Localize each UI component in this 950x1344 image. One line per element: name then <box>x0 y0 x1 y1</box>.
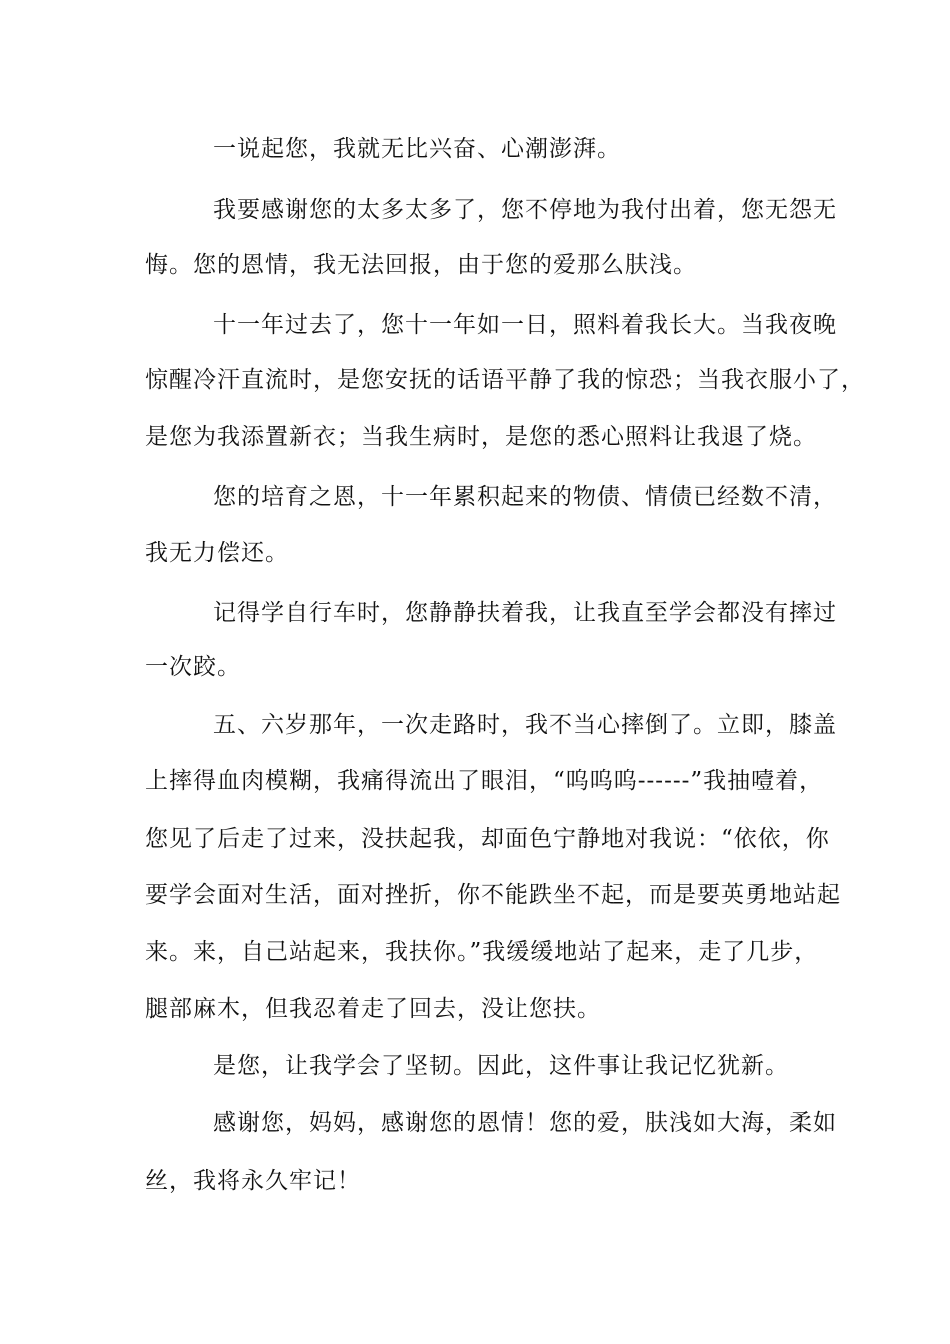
paragraph-6-line-3: 您见了后走了过来，没扶起我，却面色宁静地对我说：“依依，你 <box>145 826 830 852</box>
paragraph-4-line-2: 我无力偿还。 <box>145 540 289 566</box>
paragraph-8-line-1: 感谢您，妈妈，感谢您的恩情！您的爱，肤浅如大海，柔如 <box>213 1110 837 1136</box>
paragraph-8-line-2: 丝，我将永久牢记！ <box>145 1168 361 1194</box>
paragraph-2-line-1: 我要感谢您的太多太多了，您不停地为我付出着，您无怨无 <box>213 197 837 223</box>
paragraph-4-line-1: 您的培育之恩，十一年累积起来的物债、情债已经数不清， <box>213 484 837 510</box>
paragraph-7-line-1: 是您，让我学会了坚韧。因此，这件事让我记忆犹新。 <box>213 1053 789 1079</box>
paragraph-1-line-1: 一说起您，我就无比兴奋、心潮澎湃。 <box>213 136 621 162</box>
paragraph-3-line-3: 是您为我添置新衣；当我生病时，是您的悉心照料让我退了烧。 <box>145 424 817 450</box>
paragraph-3-line-2: 惊醒冷汗直流时，是您安抚的话语平静了我的惊恐；当我衣服小了， <box>145 367 865 393</box>
paragraph-5-line-2: 一次跤。 <box>145 654 241 680</box>
paragraph-3-line-1: 十一年过去了，您十一年如一日，照料着我长大。当我夜晚 <box>213 312 837 338</box>
paragraph-5-line-1: 记得学自行车时，您静静扶着我，让我直至学会都没有摔过 <box>213 600 837 626</box>
paragraph-6-line-5: 来。来，自己站起来，我扶你。”我缓缓地站了起来，走了几步， <box>145 939 819 965</box>
paragraph-6-line-6: 腿部麻木，但我忍着走了回去，没让您扶。 <box>145 996 601 1022</box>
paragraph-6-line-2: 上摔得血肉模糊，我痛得流出了眼泪，“呜呜呜------”我抽噎着， <box>145 768 824 794</box>
paragraph-6-line-1: 五、六岁那年，一次走路时，我不当心摔倒了。立即，膝盖 <box>213 712 837 738</box>
paragraph-2-line-2: 悔。您的恩情，我无法回报，由于您的爱那么肤浅。 <box>145 252 697 278</box>
paragraph-6-line-4: 要学会面对生活，面对挫折，你不能跌坐不起，而是要英勇地站起 <box>145 882 841 908</box>
